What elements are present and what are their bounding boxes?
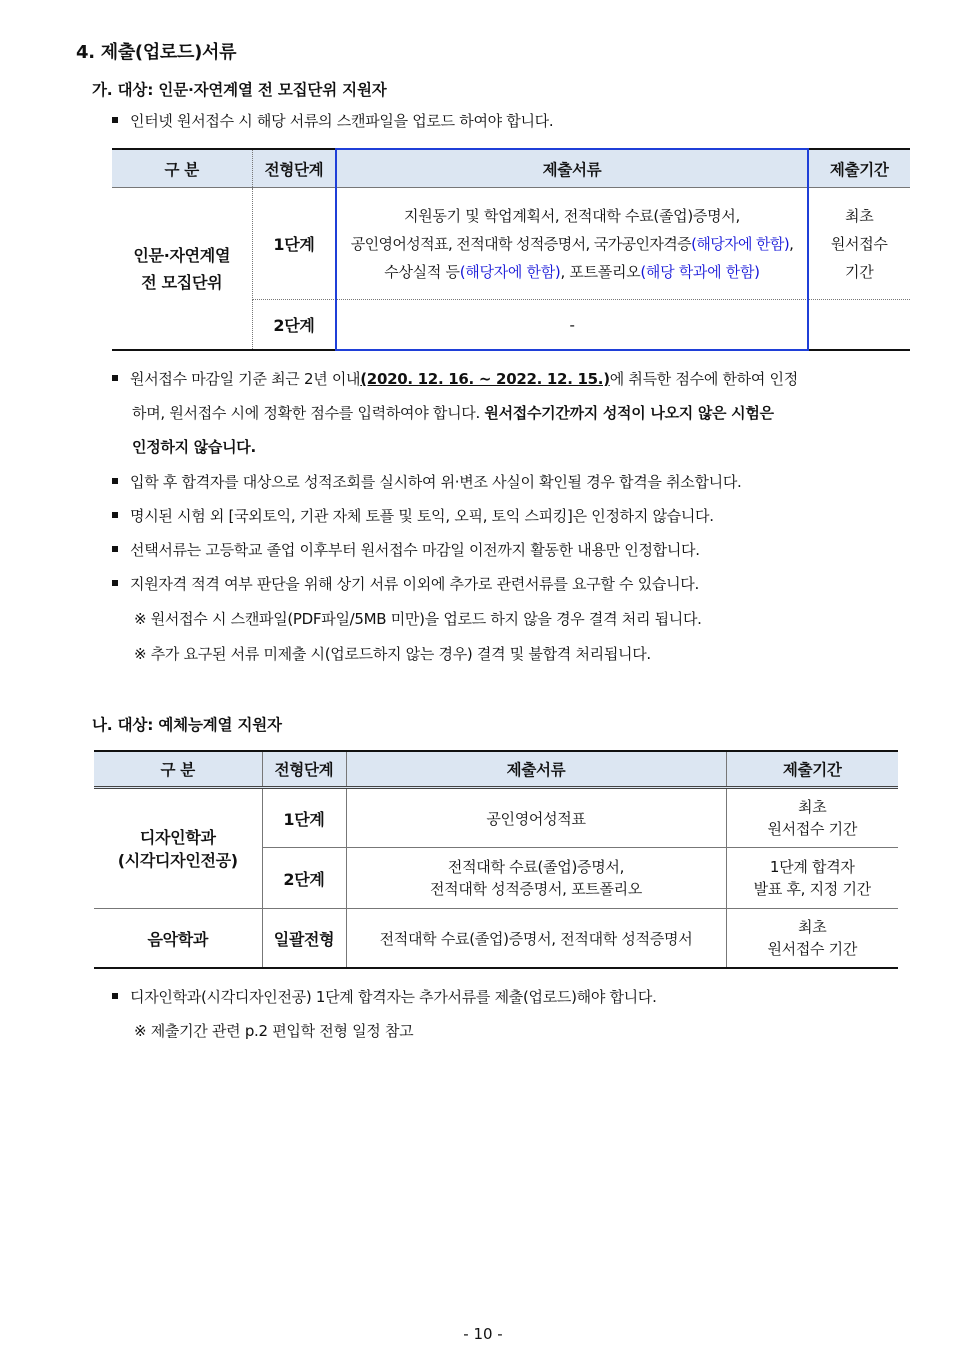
note-emphasis: 인정하지 않습니다.: [132, 438, 256, 456]
documents-cell: [336, 188, 808, 300]
page-number: - 10 -: [463, 1325, 503, 1343]
bullet-icon: [112, 546, 118, 552]
table-row: [94, 909, 898, 969]
group-cell: 음악학과: [94, 909, 262, 969]
note-text: 원서접수 마감일 기준 최근 2년 이내: [130, 370, 361, 388]
stage-cell: 2단계: [252, 300, 336, 351]
docs-punct: ,: [789, 234, 794, 253]
subsection-a-title: 가. 대상: 인문·자연계열 전 모집단위 지원자: [92, 81, 387, 99]
docs-line: 지원동기 및 학업계획서, 전적대학 수료(졸업)증명서,: [404, 206, 740, 225]
bullet-icon: [112, 117, 118, 123]
col-header-documents: 제출서류: [346, 751, 726, 788]
remark-schedule-ref: ※ 제출기간 관련 p.2 편입학 전형 일정 참고: [134, 1022, 414, 1040]
table-header-row: [94, 751, 898, 788]
note-optional-docs: [112, 533, 700, 567]
note-text: 디자인학과(시각디자인전공) 1단계 합격자는 추가서류를 제출(업로드)해야 합니다.: [130, 988, 657, 1006]
date-range: (2020. 12. 16. ~ 2022. 12. 15.): [360, 370, 610, 388]
note-text: 명시된 시험 외 [국외토익, 기관 자체 토플 및 토익, 오픽, 토익 스피킹]은 인정하지 않습니다.: [130, 507, 714, 525]
stage-cell: 1단계: [252, 188, 336, 300]
documents-cell: 전적대학 수료(졸업)증명서, 전적대학 성적증명서: [346, 909, 726, 969]
note-text: 하며, 원서접수 시에 정확한 점수를 입력하여야 합니다.: [132, 404, 485, 422]
col-header-category: 구 분: [94, 751, 262, 788]
note-text: 입학 후 합격자를 대상으로 성적조회를 실시하여 위·변조 사실이 확인될 경우 합격을 취소합니다.: [130, 473, 742, 491]
intro-text: 인터넷 원서접수 시 해당 서류의 스캔파일을 업로드 하여야 합니다.: [130, 112, 554, 130]
note-emphasis: 원서접수기간까지 성적이 나오지 않은 시험은: [484, 404, 774, 422]
bullet-icon: [112, 375, 118, 381]
documents-table-humanities: [112, 148, 910, 351]
bullet-icon: [112, 993, 118, 999]
period-cell: 최초 원서접수 기간: [726, 788, 898, 848]
remark-upload: ※ 원서접수 시 스캔파일(PDF파일/5MB 미만)을 업로드 하지 않을 경우 결격 처리 됩니다.: [134, 610, 702, 628]
bullet-icon: [112, 580, 118, 586]
col-header-stage: 전형단계: [252, 149, 336, 188]
docs-line: 공인영어성적표, 전적대학 성적증명서, 국가공인자격증: [350, 234, 692, 253]
col-header-category: 구 분: [112, 149, 252, 188]
col-header-period: 제출기간: [726, 751, 898, 788]
bullet-icon: [112, 478, 118, 484]
stage-cell: 1단계: [262, 788, 346, 848]
documents-cell: 공인영어성적표: [346, 788, 726, 848]
note-text: 선택서류는 고등학교 졸업 이후부터 원서접수 마감일 이전까지 활동한 내용만 인정합니다.: [130, 541, 700, 559]
conditional-note: (해당자에 한함): [459, 262, 561, 281]
documents-table-arts: [94, 750, 898, 969]
group-cell: 디자인학과 (시각디자인전공): [117, 827, 238, 870]
period-cell: 1단계 합격자 발표 후, 지정 기간: [726, 848, 898, 909]
note-score-period: [112, 362, 902, 464]
note-additional-docs: [112, 567, 699, 601]
documents-cell: -: [336, 300, 808, 351]
period-cell: [808, 300, 910, 351]
conditional-note: (해당 학과에 한함): [640, 262, 760, 281]
note-excluded-tests: [112, 499, 714, 533]
group-cell: 인문·자연계열 전 모집단위: [112, 188, 252, 351]
table-row: [94, 788, 898, 848]
intro-note: [112, 104, 553, 138]
col-header-stage: 전형단계: [262, 751, 346, 788]
bullet-icon: [112, 512, 118, 518]
documents-cell: 전적대학 수료(졸업)증명서, 전적대학 성적증명서, 포트폴리오: [346, 848, 726, 909]
period-cell: 최초 원서접수 기간: [808, 188, 910, 300]
note-verification: [112, 465, 742, 499]
table-row: [112, 188, 910, 300]
stage-cell: 일괄전형: [262, 909, 346, 969]
conditional-note: (해당자에 한함): [691, 234, 790, 253]
section-title: 4. 제출(업로드)서류: [76, 42, 237, 63]
period-cell: 최초 원서접수 기간: [726, 909, 898, 969]
note-text: 지원자격 적격 여부 판단을 위해 상기 서류 이외에 추가로 관련서류를 요구할 수 있습니다.: [130, 575, 699, 593]
stage-cell: 2단계: [262, 848, 346, 909]
docs-line: , 포트폴리오: [560, 262, 641, 281]
col-header-period: 제출기간: [808, 149, 910, 188]
table-header-row: [112, 149, 910, 188]
remark-missing: ※ 추가 요구된 서류 미제출 시(업로드하지 않는 경우) 결격 및 불합격 처리됩니다.: [134, 645, 651, 663]
docs-line: 수상실적 등: [384, 262, 460, 281]
col-header-documents: 제출서류: [336, 149, 808, 188]
note-text: 에 취득한 점수에 한하여 인정: [609, 370, 798, 388]
subsection-b-title: 나. 대상: 예체능계열 지원자: [92, 716, 282, 734]
note-design-additional: [112, 980, 657, 1014]
